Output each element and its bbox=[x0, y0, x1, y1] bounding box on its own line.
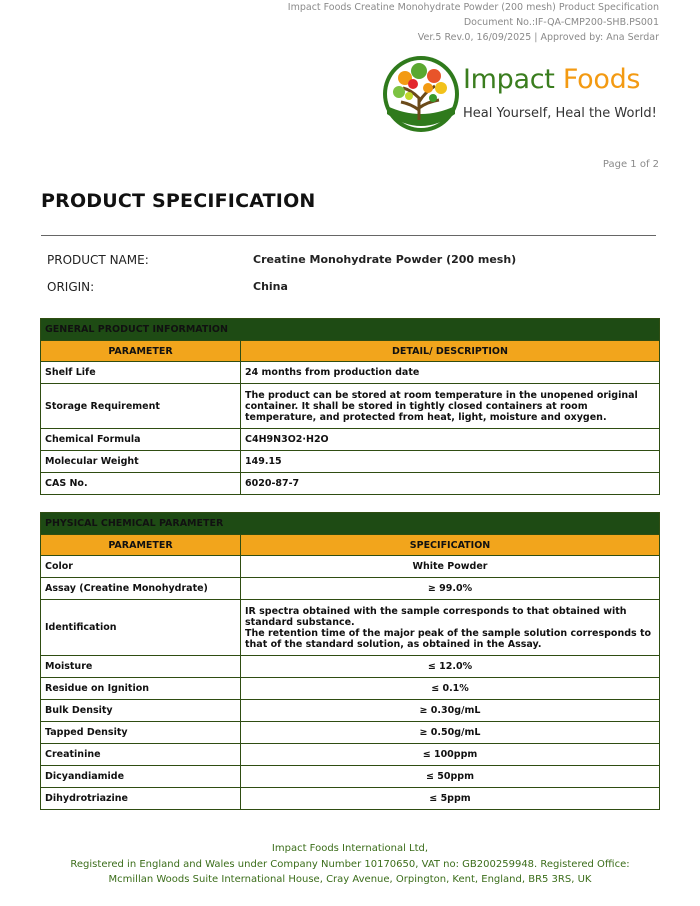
identification-line-1: IR spectra obtained with the sample corresponds to that obtained with standard substance. bbox=[245, 605, 627, 628]
table-row bbox=[41, 473, 660, 495]
row-parameter: Bulk Density bbox=[41, 700, 241, 722]
table-row bbox=[41, 722, 660, 744]
logo-word-foods: Foods bbox=[562, 64, 641, 95]
general-col-detail: DETAIL/ DESCRIPTION bbox=[241, 341, 660, 362]
physical-section-title: PHYSICAL CHEMICAL PARAMETER bbox=[41, 513, 660, 535]
header-version-line: Ver.5 Rev.0, 16/09/2025 | Approved by: Ana Serdar bbox=[417, 32, 659, 43]
table-row bbox=[41, 384, 660, 429]
header-document-number: Document No.:IF-QA-CMP200-SHB.PS001 bbox=[463, 17, 659, 28]
footer-address: Mcmillan Woods Suite International House, Cray Avenue, Orpington, Kent, England, BR5 3RS, UK bbox=[108, 874, 592, 885]
row-parameter: Molecular Weight bbox=[41, 451, 241, 473]
table-row bbox=[41, 766, 660, 788]
general-section-title: GENERAL PRODUCT INFORMATION bbox=[41, 319, 660, 341]
table-row bbox=[41, 578, 660, 600]
row-parameter: Storage Requirement bbox=[41, 384, 241, 429]
row-value: ≤ 12.0% bbox=[241, 656, 660, 678]
row-parameter: Color bbox=[41, 556, 241, 578]
row-parameter: Assay (Creatine Monohydrate) bbox=[41, 578, 241, 600]
origin-value: China bbox=[253, 280, 288, 293]
row-value: ≤ 5ppm bbox=[241, 788, 660, 810]
table-row bbox=[41, 451, 660, 473]
row-value bbox=[241, 600, 660, 656]
row-parameter: Moisture bbox=[41, 656, 241, 678]
row-value: The product can be stored at room temperature in the unopened original container. It shall be stored in tightly closed containers at room temperature, and protected from heat, light, moisture and oxygen. bbox=[241, 384, 660, 429]
row-value: ≥ 0.50g/mL bbox=[241, 722, 660, 744]
identification-line-2: The retention time of the major peak of the sample solution corresponds to that of the standard solution, as obtained in the Assay. bbox=[245, 627, 652, 650]
table-row bbox=[41, 678, 660, 700]
row-value: ≥ 0.30g/mL bbox=[241, 700, 660, 722]
table-row bbox=[41, 656, 660, 678]
logo-word-impact: Impact bbox=[463, 64, 555, 95]
title-divider bbox=[41, 235, 656, 236]
row-parameter: Shelf Life bbox=[41, 362, 241, 384]
product-name-value: Creatine Monohydrate Powder (200 mesh) bbox=[253, 253, 517, 266]
tree-icon bbox=[381, 54, 461, 138]
row-value: ≤ 100ppm bbox=[241, 744, 660, 766]
header-title-line: Impact Foods Creatine Monohydrate Powder (200 mesh) Product Specification bbox=[287, 2, 659, 13]
logo-tagline: Heal Yourself, Heal the World! bbox=[463, 106, 657, 121]
row-value: ≥ 99.0% bbox=[241, 578, 660, 600]
general-col-parameter: PARAMETER bbox=[41, 341, 241, 362]
page-number: Page 1 of 2 bbox=[602, 159, 659, 170]
table-row bbox=[41, 700, 660, 722]
table-row bbox=[41, 556, 660, 578]
page-title: PRODUCT SPECIFICATION bbox=[41, 190, 316, 212]
row-parameter: Residue on Ignition bbox=[41, 678, 241, 700]
row-value: 6020-87-7 bbox=[241, 473, 660, 495]
document-header bbox=[288, 0, 659, 45]
table-row bbox=[41, 744, 660, 766]
physical-chemical-table bbox=[40, 512, 660, 810]
row-parameter: Creatinine bbox=[41, 744, 241, 766]
row-parameter: Tapped Density bbox=[41, 722, 241, 744]
table-row bbox=[41, 429, 660, 451]
origin-label: ORIGIN: bbox=[47, 280, 95, 294]
table-row bbox=[41, 600, 660, 656]
physical-col-specification: SPECIFICATION bbox=[241, 535, 660, 556]
table-row bbox=[41, 788, 660, 810]
row-value: 24 months from production date bbox=[241, 362, 660, 384]
row-value: ≤ 0.1% bbox=[241, 678, 660, 700]
row-parameter: Identification bbox=[41, 600, 241, 656]
row-value: 149.15 bbox=[241, 451, 660, 473]
table-row bbox=[41, 362, 660, 384]
product-name-label: PRODUCT NAME: bbox=[47, 253, 149, 267]
general-info-table bbox=[40, 318, 660, 495]
footer-company: Impact Foods International Ltd, bbox=[271, 843, 429, 854]
document-footer bbox=[0, 841, 700, 888]
row-value: White Powder bbox=[241, 556, 660, 578]
row-parameter: Dihydrotriazine bbox=[41, 788, 241, 810]
row-value: ≤ 50ppm bbox=[241, 766, 660, 788]
physical-col-parameter: PARAMETER bbox=[41, 535, 241, 556]
row-parameter: CAS No. bbox=[41, 473, 241, 495]
row-value: C4H9N3O2·H2O bbox=[241, 429, 660, 451]
row-parameter: Dicyandiamide bbox=[41, 766, 241, 788]
footer-registration: Registered in England and Wales under Company Number 10170650, VAT no: GB200259948. Registered Office: bbox=[70, 858, 630, 870]
company-logo bbox=[381, 54, 661, 138]
row-parameter: Chemical Formula bbox=[41, 429, 241, 451]
logo-wordmark bbox=[463, 64, 640, 95]
